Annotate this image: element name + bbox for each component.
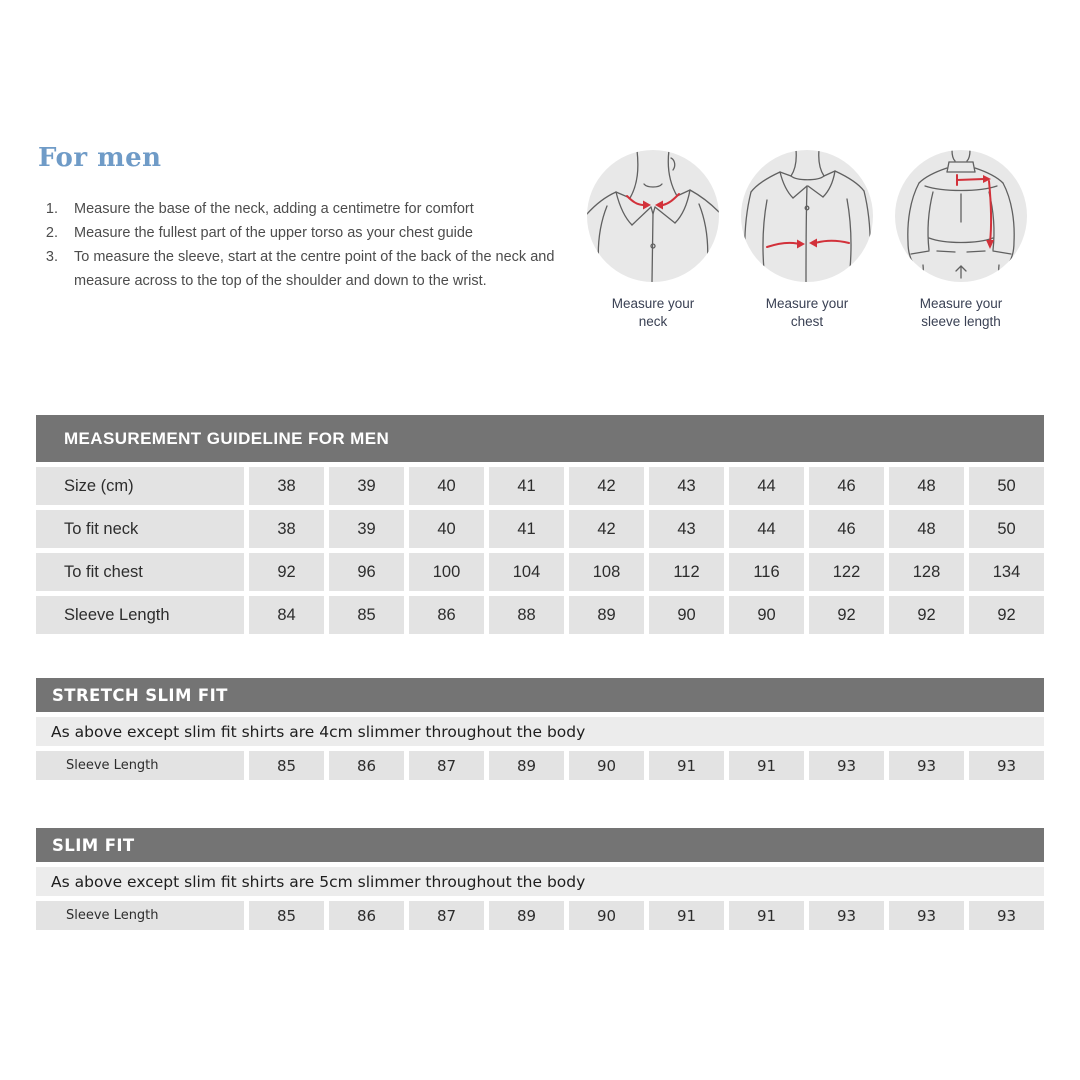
table-row <box>36 553 1044 591</box>
measure-chest-illustration <box>741 150 873 282</box>
value-cell: 93 <box>809 751 884 780</box>
measure-neck-illustration <box>587 150 719 282</box>
stretch-slim-fit-note: As above except slim fit shirts are 4cm slimmer throughout the body <box>36 717 1044 746</box>
figure-caption-chest: Measure your chest <box>765 296 849 329</box>
value-cell: 48 <box>889 510 964 548</box>
row-label: To fit neck <box>36 510 244 548</box>
value-cell: 41 <box>489 467 564 505</box>
value-cell: 39 <box>329 467 404 505</box>
value-cell: 108 <box>569 553 644 591</box>
instruction-step-1: 1. Measure the base of the neck, adding a centimetre for comfort <box>62 197 578 221</box>
value-cell: 90 <box>649 596 724 634</box>
value-cell: 85 <box>249 901 324 930</box>
value-cell: 93 <box>889 901 964 930</box>
value-cell: 86 <box>329 901 404 930</box>
value-cell: 86 <box>329 751 404 780</box>
value-cell: 116 <box>729 553 804 591</box>
stretch-slim-fit-table <box>36 678 1044 780</box>
measurement-guideline-body <box>36 467 1044 634</box>
value-cell: 93 <box>969 751 1044 780</box>
row-label: Sleeve Length <box>36 901 244 930</box>
value-cell: 40 <box>409 467 484 505</box>
chest-icon <box>741 150 873 282</box>
table-row <box>36 510 1044 548</box>
stretch-slim-fit-body <box>36 751 1044 780</box>
value-cell: 38 <box>249 510 324 548</box>
value-cell: 85 <box>329 596 404 634</box>
value-cell: 48 <box>889 467 964 505</box>
value-cell: 38 <box>249 467 324 505</box>
value-cell: 93 <box>889 751 964 780</box>
figure-measure-sleeve <box>884 150 1038 331</box>
value-cell: 84 <box>249 596 324 634</box>
row-label: To fit chest <box>36 553 244 591</box>
figure-measure-neck <box>576 150 730 331</box>
slim-fit-body <box>36 901 1044 930</box>
value-cell: 92 <box>809 596 884 634</box>
intro-section <box>38 143 578 293</box>
value-cell: 85 <box>249 751 324 780</box>
value-cell: 134 <box>969 553 1044 591</box>
value-cell: 100 <box>409 553 484 591</box>
value-cell: 89 <box>489 751 564 780</box>
stretch-slim-fit-title-bar <box>36 678 1044 712</box>
value-cell: 42 <box>569 467 644 505</box>
figure-measure-chest <box>730 150 884 331</box>
slim-fit-title-bar <box>36 828 1044 862</box>
value-cell: 88 <box>489 596 564 634</box>
value-cell: 96 <box>329 553 404 591</box>
value-cell: 43 <box>649 510 724 548</box>
value-cell: 90 <box>729 596 804 634</box>
table-row <box>36 751 1044 780</box>
measurement-guideline-title-bar <box>36 415 1044 462</box>
measure-sleeve-illustration <box>895 150 1027 282</box>
sleeve-icon <box>895 150 1027 282</box>
value-cell: 92 <box>889 596 964 634</box>
value-cell: 87 <box>409 901 484 930</box>
value-cell: 91 <box>649 751 724 780</box>
figure-caption-sleeve: Measure your sleeve length <box>919 296 1003 329</box>
measurement-guideline-table <box>36 415 1044 634</box>
size-tables-section <box>36 415 1044 930</box>
value-cell: 89 <box>569 596 644 634</box>
table-row <box>36 467 1044 505</box>
slim-fit-note: As above except slim fit shirts are 5cm slimmer throughout the body <box>36 867 1044 896</box>
value-cell: 50 <box>969 510 1044 548</box>
slim-fit-table <box>36 828 1044 930</box>
value-cell: 50 <box>969 467 1044 505</box>
value-cell: 39 <box>329 510 404 548</box>
row-label: Size (cm) <box>36 467 244 505</box>
value-cell: 128 <box>889 553 964 591</box>
table-title: SLIM FIT <box>52 835 135 855</box>
table-row <box>36 901 1044 930</box>
table-row <box>36 596 1044 634</box>
value-cell: 122 <box>809 553 884 591</box>
value-cell: 87 <box>409 751 484 780</box>
value-cell: 91 <box>729 901 804 930</box>
row-label: Sleeve Length <box>36 751 244 780</box>
value-cell: 89 <box>489 901 564 930</box>
table-title: STRETCH SLIM FIT <box>52 685 228 705</box>
value-cell: 46 <box>809 467 884 505</box>
value-cell: 43 <box>649 467 724 505</box>
value-cell: 90 <box>569 751 644 780</box>
instructions-list <box>62 197 578 293</box>
table-title: MEASUREMENT GUIDELINE FOR MEN <box>64 428 390 448</box>
row-label: Sleeve Length <box>36 596 244 634</box>
value-cell: 104 <box>489 553 564 591</box>
value-cell: 93 <box>969 901 1044 930</box>
figure-caption-neck: Measure your neck <box>611 296 695 329</box>
value-cell: 40 <box>409 510 484 548</box>
value-cell: 112 <box>649 553 724 591</box>
value-cell: 41 <box>489 510 564 548</box>
instruction-step-3: 3. To measure the sleeve, start at the centre point of the back of the neck and measure across to the top of the shoulder and down to the wrist. <box>62 245 578 293</box>
value-cell: 91 <box>729 751 804 780</box>
value-cell: 92 <box>249 553 324 591</box>
page-title: For men <box>38 143 162 173</box>
value-cell: 44 <box>729 467 804 505</box>
measurement-figures <box>576 150 1038 331</box>
value-cell: 91 <box>649 901 724 930</box>
value-cell: 90 <box>569 901 644 930</box>
value-cell: 46 <box>809 510 884 548</box>
instruction-step-2: 2. Measure the fullest part of the upper torso as your chest guide <box>62 221 578 245</box>
value-cell: 92 <box>969 596 1044 634</box>
value-cell: 42 <box>569 510 644 548</box>
neck-icon <box>587 150 719 282</box>
value-cell: 86 <box>409 596 484 634</box>
value-cell: 44 <box>729 510 804 548</box>
value-cell: 93 <box>809 901 884 930</box>
